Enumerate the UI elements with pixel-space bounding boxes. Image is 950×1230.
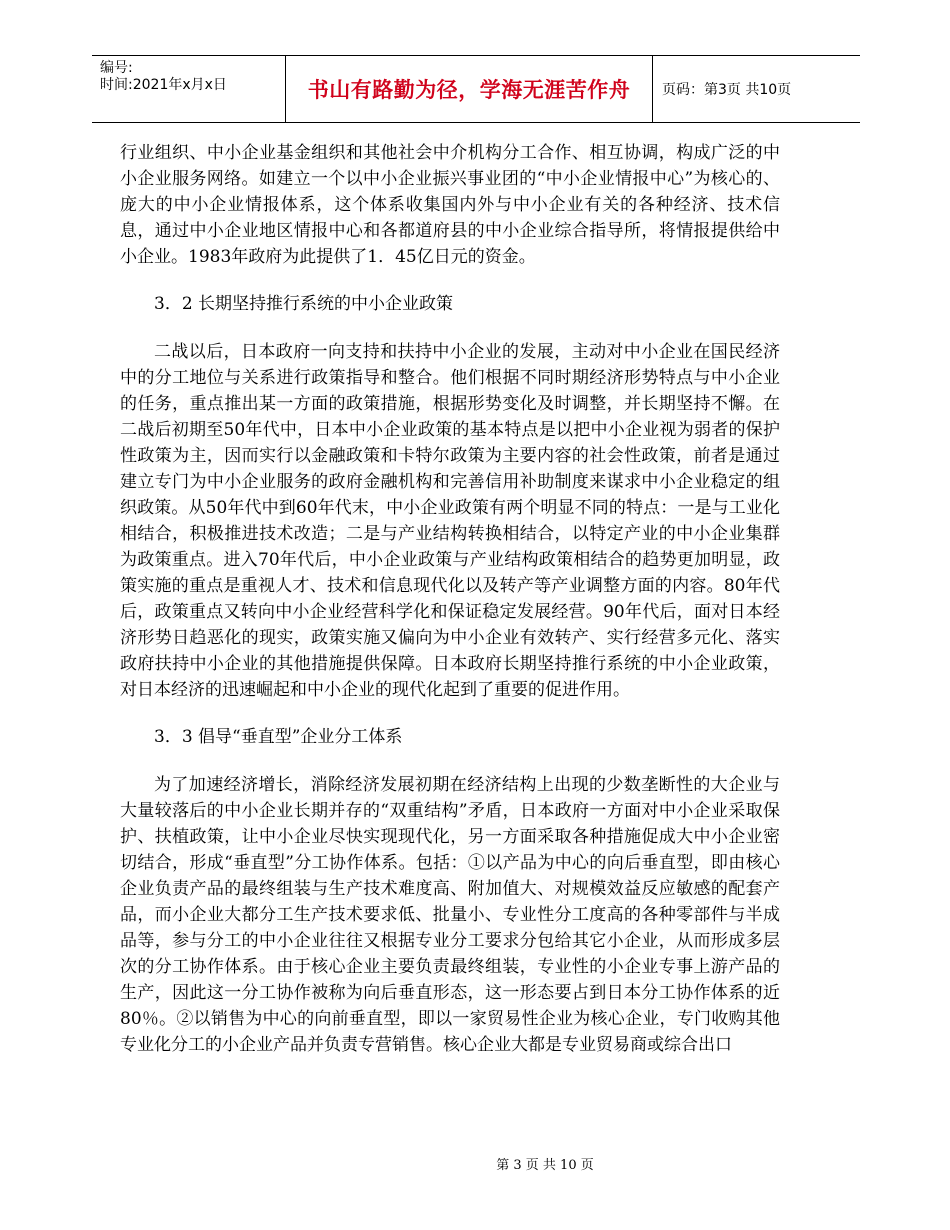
header-motto: 书山有路勤为径，学海无涯苦作舟 (285, 56, 653, 122)
document-body (120, 140, 780, 1058)
paragraph-continued: 行业组织、中小企业基金组织和其他社会中介机构分工合作、相互协调，构成广泛的中小企业服务网络。如建立一个以中小企业振兴事业团的“中小企业情报中心”为核心的、庞大的中小企业情报体系，这个体系收集国内外与中小企业有关的各种经济、技术信息，通过中小企业地区情报中心和各都道府县的中小企业综合指导所，将情报提供给中小企业。1983年政府为此提供了1．45亿日元的资金。 (120, 143, 780, 267)
header-page-info: 页码：第3页 共10页 (662, 82, 792, 98)
document-time-label: 时间:2021年x月x日 (100, 77, 227, 93)
paragraph-3-2: 二战以后，日本政府一向支持和扶持中小企业的发展，主动对中小企业在国民经济中的分工地位与关系进行政策指导和整合。他们根据不同时期经济形势特点与中小企业的任务，重点推出某一方面的政策措施，根据形势变化及时调整，并长期坚持不懈。在二战后初期至50年代中，日本中小企业政策的基本特点是以把中小企业视为弱者的保护性政策为主，因而实行以金融政策和卡特尔政策为主要内容的社会性政策，前者是通过建立专门为中小企业服务的政府金融机构和完善信用补助制度来谋求中小企业稳定的组织政策。从50年代中到60年代末，中小企业政策有两个明显不同的特点：一是与工业化相结合，积极推进技术改造；二是与产业结构转换相结合，以特定产业的中小企业集群为政策重点。进入70年代后，中小企业政策与产业结构政策相结合的趋势更加明显，政策实施的重点是重视人才、技术和信息现代化以及转产等产业调整方面的内容。80年代后，政策重点又转向中小企业经营科学化和保证稳定发展经营。90年代后，面对日本经济形势日趋恶化的现实，政策实施又偏向为中小企业有效转产、实行经营多元化、落实政府扶持中小企业的其他措施提供保障。日本政府长期坚持推行系统的中小企业政策，对日本经济的迅速崛起和中小企业的现代化起到了重要的促进作用。 (120, 342, 780, 700)
page-footer: 第 3 页 共 10 页 (496, 1158, 594, 1173)
paragraph-3-3: 为了加速经济增长，消除经济发展初期在经济结构上出现的少数垄断性的大企业与大量较落后的中小企业长期并存的“双重结构”矛盾，日本政府一方面对中小企业采取保护、扶植政策，让中小企业尽快实现现代化，另一方面采取各种措施促成大中小企业密切结合，形成“垂直型”分工协作体系。包括：①以产品为中心的向后垂直型，即由核心企业负责产品的最终组装与生产技术难度高、附加值大、对规模效益反应敏感的配套产品，而小企业大都分工生产技术要求低、批量小、专业性分工度高的各种零部件与半成品等，参与分工的中小企业往往又根据专业分工要求分包给其它小企业，从而形成多层次的分工协作体系。由于核心企业主要负责最终组装，专业性的小企业专事上游产品的生产，因此这一分工协作被称为向后垂直形态，这一形态要占到日本分工协作体系的近80％。②以销售为中心的向前垂直型，即以一家贸易性企业为核心企业，专门收购其他专业化分工的小企业产品并负责专营销售。核心企业大都是专业贸易商或综合出口 (120, 775, 780, 1055)
header-meta (92, 56, 285, 122)
page-header (92, 55, 860, 123)
section-heading-3-2: 3．2 长期坚持推行系统的中小企业政策 (154, 294, 454, 314)
document-number-label: 编号: (100, 60, 133, 76)
section-heading-3-3: 3．3 倡导“垂直型”企业分工体系 (154, 727, 403, 747)
